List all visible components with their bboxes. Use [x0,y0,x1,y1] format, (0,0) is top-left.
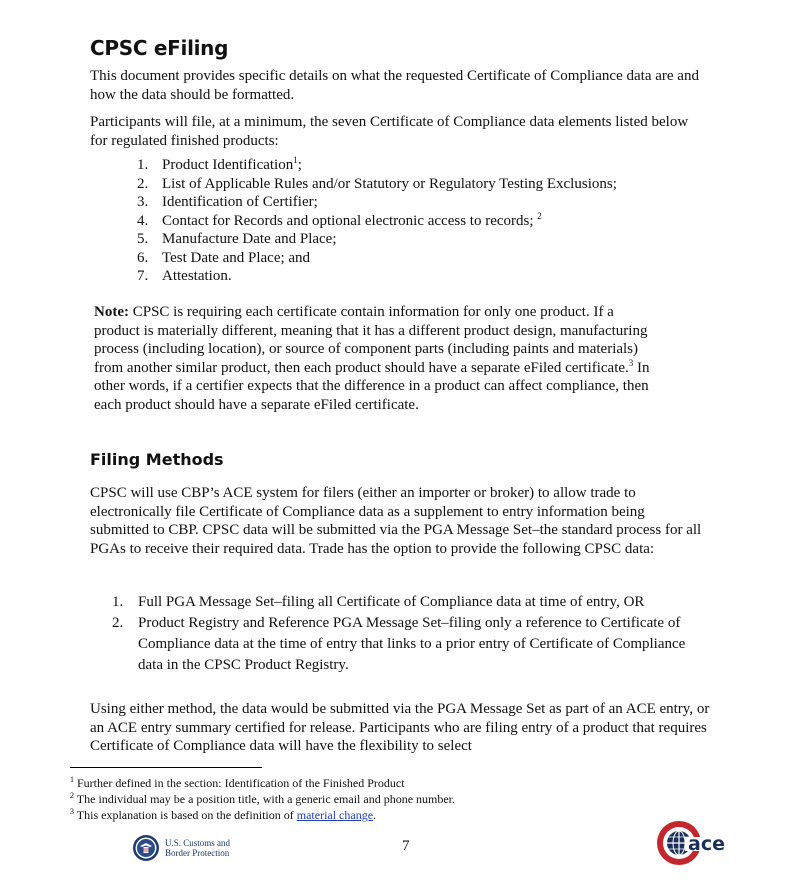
page-title: CPSC eFiling [90,36,229,60]
cbp-logo [132,834,230,862]
list-item: 1. Product Identification$^1$; [137,155,302,173]
footnote-ref[interactable]: 2 [537,210,542,221]
intro-paragraph: This document provides specific details on what the requested Certificate of Compliance data are and how the data should be formatted. [90,68,699,103]
footnote: $^3$ This explanation is based on the definition of material change. [70,807,377,822]
filing-methods-heading: Filing Methods [90,450,224,469]
data-elements-list [137,156,617,286]
note-paragraph: Note: CPSC is requiring each certificate contain information for only one product. If a product is materially different, meaning that it has a different product design, manufacturing process (including location), or source of component parts (including paints and materials) from another similar product, then each product should have a separate eFiled certificate.$^3$ In other words, if a certifier expects that the difference in a product can affect compliance, then each product should have a separate eFiled certificate. [94,304,650,413]
filing-options-list [112,592,712,676]
footnote-ref[interactable]: 1 [293,155,298,165]
footnote-divider [70,767,262,768]
cbp-logo-text: U.S. Customs and Border Protection [165,838,231,858]
participants-paragraph: Participants will file, at a minimum, the seven Certificate of Compliance data elements listed below for regulated finished products: [90,114,689,149]
list-item: 2. List of Applicable Rules and/or Statutory or Regulatory Testing Exclusions; [137,175,617,192]
list-item: 2. Product Registry and Reference PGA Message Set–filing only a reference to Certificate of Compliance data at the time of entry that links to a prior entry of Certificate of Compliance data in the CPSC Product Registry. [112,615,686,673]
using-paragraph: Using either method, the data would be submitted via the PGA Message Set as part of an ACE entry, or an ACE entry summary certified for release. Participants who are filing entry of a product that requires Certificate of Compliance data will have the flexibility to select [90,701,710,754]
list-item: 3. Identification of Certifier; [137,194,318,210]
material-change-link[interactable]: material change [296,808,374,822]
footnote-ref[interactable]: 3 [628,357,634,368]
footnote: $^2$ The individual may be a position title, with a generic email and phone number. [70,791,456,806]
list-item: 6. Test Date and Place; and [137,249,311,266]
cbp-seal-icon [132,834,160,862]
ace-logo [655,818,737,868]
page-number: 7 [402,838,410,854]
footnote: $^1$ Further defined in the section: Identification of the Finished Product [70,775,405,790]
note-label: Note: [94,304,129,320]
list-item: 5. Manufacture Date and Place; [137,231,337,247]
list-item: 1. Full PGA Message Set–filing all Certificate of Compliance data at time of entry, OR [112,594,645,610]
list-item: 4. Contact for Records and optional electronic access to records; $^2$ [137,210,542,229]
filing-methods-paragraph: CPSC will use CBP’s ACE system for filers (either an importer or broker) to allow trade to electronically file Certificate of Compliance data as a supplement to entry information being submitted to CBP. CPSC data will be submitted via the PGA Message Set–the standard process for all PGAs to receive their required data. Trade has the option to provide the following CPSC data: [90,485,702,557]
list-item: 7. Attestation. [137,268,232,284]
ace-logo-text: ace [688,833,725,855]
footnotes [70,775,455,823]
